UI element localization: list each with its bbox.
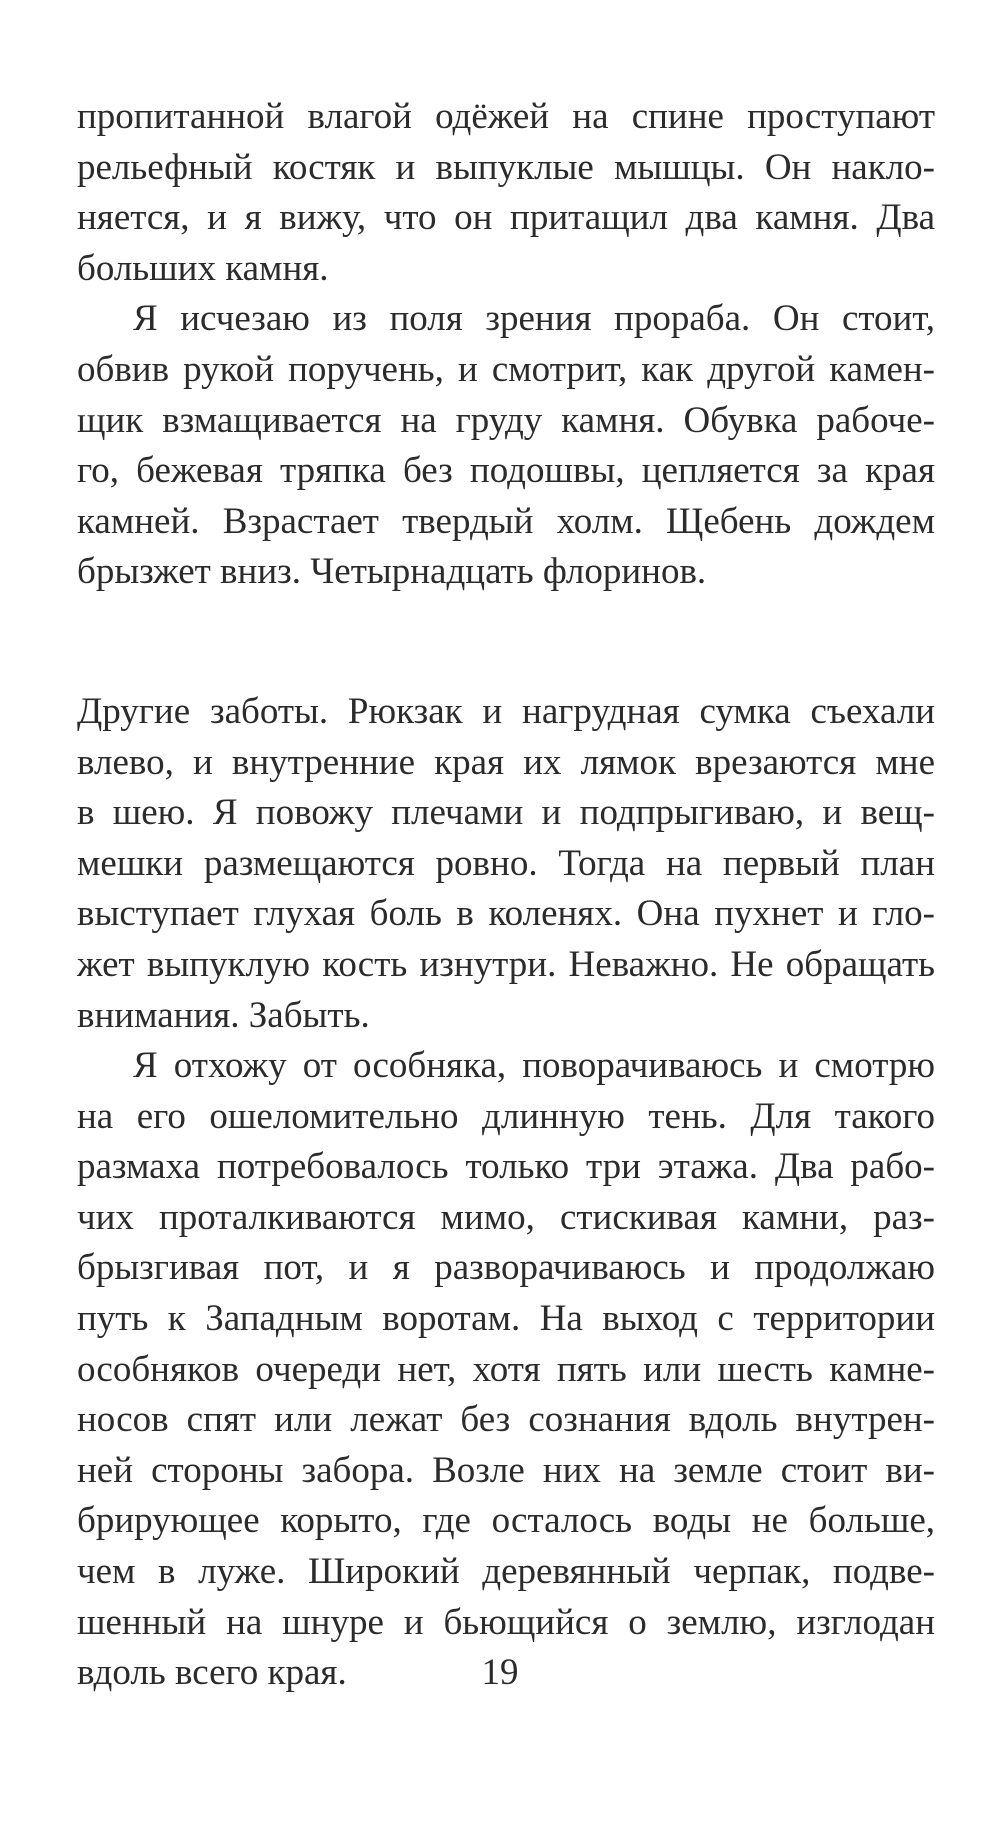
text-line: го, бежевая тряпка без подошвы, цепляется за края (77, 450, 935, 492)
text-line: влево, и внутренние края их лямок врезаются мне (77, 741, 935, 783)
text-line: камней. Взрастает твердый холм. Щебень дождем (77, 500, 935, 542)
text-line: размаха потребовалось только три этажа. Два рабо- (77, 1146, 935, 1188)
text-line: путь к Западным воротам. На выход с территории (77, 1298, 935, 1340)
text-line: чих проталкиваются мимо, стискивая камни, раз- (77, 1196, 935, 1238)
text-line: вдоль всего края. (77, 1652, 347, 1694)
paragraph (77, 92, 935, 294)
text-line: рельефный костяк и выпуклые мышцы. Он накло- (77, 146, 935, 188)
text-line: обвив рукой поручень, и смотрит, как другой камен- (77, 348, 935, 390)
section-break (77, 598, 935, 687)
text-line: носов спят или лежат без сознания вдоль внутрен- (77, 1399, 935, 1441)
text-line: внимания. Забыть. (77, 994, 370, 1036)
paragraph (77, 687, 935, 1041)
text-line: на его ошеломительно длинную тень. Для такого (77, 1095, 935, 1137)
paragraph (77, 1041, 935, 1699)
text-line: Я исчезаю из поля зрения прораба. Он стоит, (133, 298, 935, 340)
text-line: щик взмащивается на груду камня. Обувка рабоче- (77, 399, 935, 441)
text-line: пропитанной влагой одёжей на спине проступают (77, 96, 935, 137)
paragraph (77, 294, 935, 598)
text-line: мешки размещаются ровно. Тогда на первый план (77, 842, 935, 884)
text-line: жет выпуклую кость изнутри. Неважно. Не обращать (77, 943, 935, 985)
text-line: выступает глухая боль в коленях. Она пухнет и гло- (77, 893, 935, 935)
text-line: брызгивая пот, и я разворачиваюсь и продолжаю (77, 1247, 935, 1289)
text-line: брирующее корыто, где осталось воды не больше, (77, 1500, 935, 1542)
text-line: няется, и я вижу, что он притащил два камня. Два (77, 197, 935, 239)
text-line: брызжет вниз. Четырнадцать флоринов. (77, 551, 707, 593)
text-line: Другие заботы. Рюкзак и нагрудная сумка съехали (77, 690, 935, 732)
text-line: больших камня. (77, 247, 329, 289)
text-line: ней стороны забора. Возле них на земле стоит ви- (77, 1449, 935, 1491)
text-line: Я отхожу от особняка, поворачиваюсь и смотрю (133, 1045, 935, 1087)
page-number: 19 (481, 1652, 519, 1693)
page-body (77, 92, 935, 1699)
text-line: шенный на шнуре и бьющийся о землю, изглодан (77, 1601, 935, 1643)
text-line: особняков очереди нет, хотя пять или шесть камне- (77, 1348, 935, 1390)
text-line: чем в луже. Широкий деревянный черпак, подве- (77, 1551, 935, 1593)
text-line: в шею. Я повожу плечами и подпрыгиваю, и вещ- (77, 792, 935, 834)
